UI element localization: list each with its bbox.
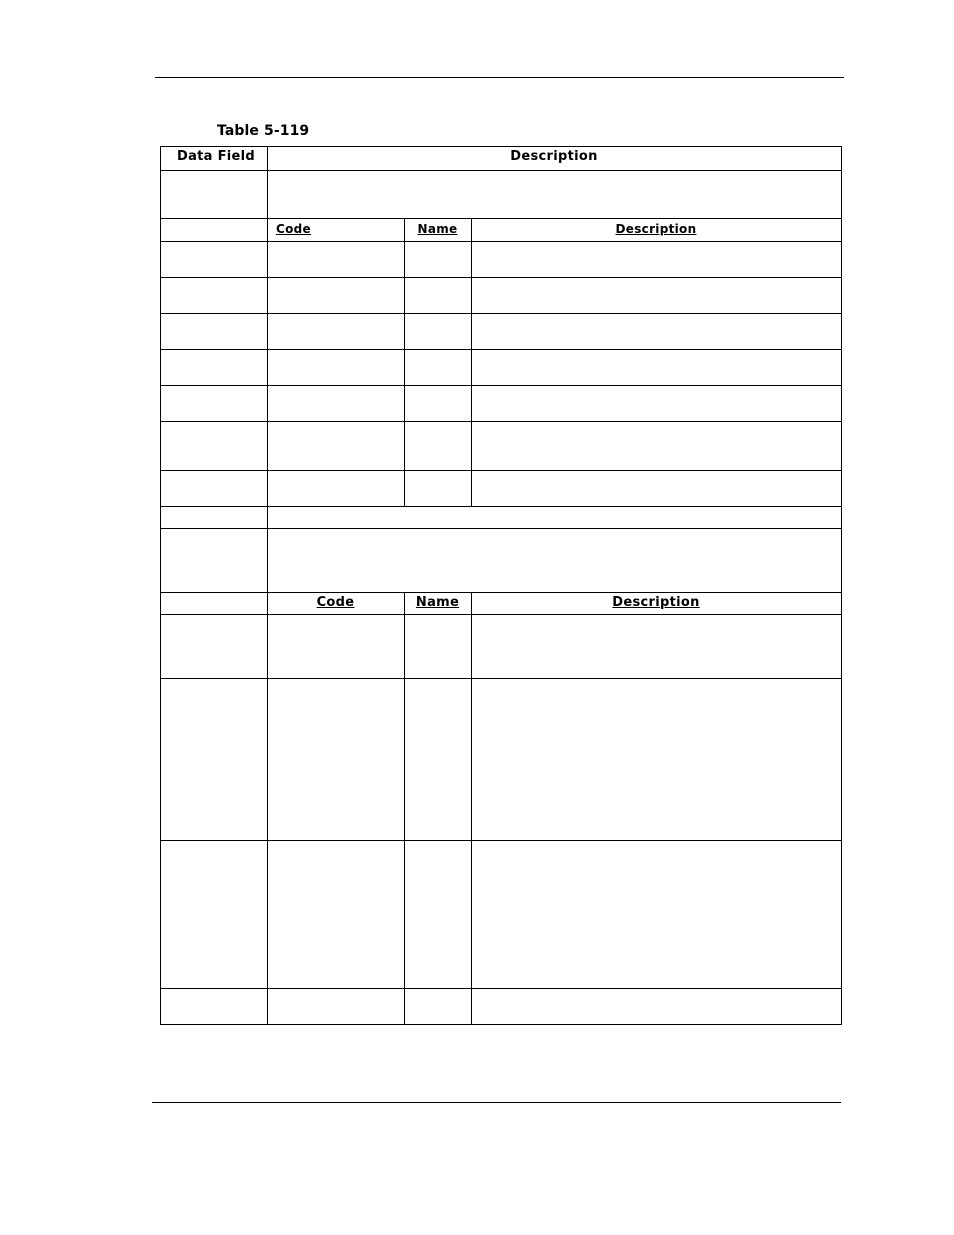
table-rule-v [267, 146, 268, 1025]
table-rule-v [160, 146, 161, 1025]
table-rule-h [160, 1024, 842, 1025]
code-table-2-description-header: Description [612, 595, 700, 610]
top-rule [155, 77, 844, 78]
code-table-2-name-header: Name [415, 595, 460, 610]
code-table-1-name-header: Name [417, 222, 458, 236]
table-rule-h [160, 313, 842, 314]
table-rule-h [160, 277, 842, 278]
table-rule-h [160, 241, 842, 242]
table-rule-v [404, 592, 405, 1025]
code-table-1-description-header: Description [615, 222, 697, 236]
table-rule-h [160, 170, 842, 171]
bottom-rule [152, 1102, 841, 1103]
table-rule-h [160, 218, 842, 219]
header-data-field: Data Field [177, 149, 255, 164]
table-rule-h [160, 421, 842, 422]
table-rule-v [841, 146, 842, 1025]
table-rule-v [471, 218, 472, 507]
table-rule-h [160, 592, 842, 593]
code-table-1-code-header: Code [276, 222, 311, 236]
code-table-2-code-header: Code [316, 595, 355, 610]
table-rule-h [160, 614, 842, 615]
table-caption: Table 5-119 [217, 123, 310, 139]
table-rule-h [160, 349, 842, 350]
table-rule-h [160, 528, 842, 529]
table-rule-h [160, 678, 842, 679]
table-rule-v [404, 218, 405, 507]
table-rule-h [160, 840, 842, 841]
table-rule-h [160, 470, 842, 471]
table-rule-h [160, 988, 842, 989]
table-rule-v [471, 592, 472, 1025]
header-description: Description [510, 149, 598, 164]
table-rule-h [160, 146, 842, 147]
table-rule-h [160, 506, 842, 507]
table-rule-h [160, 385, 842, 386]
